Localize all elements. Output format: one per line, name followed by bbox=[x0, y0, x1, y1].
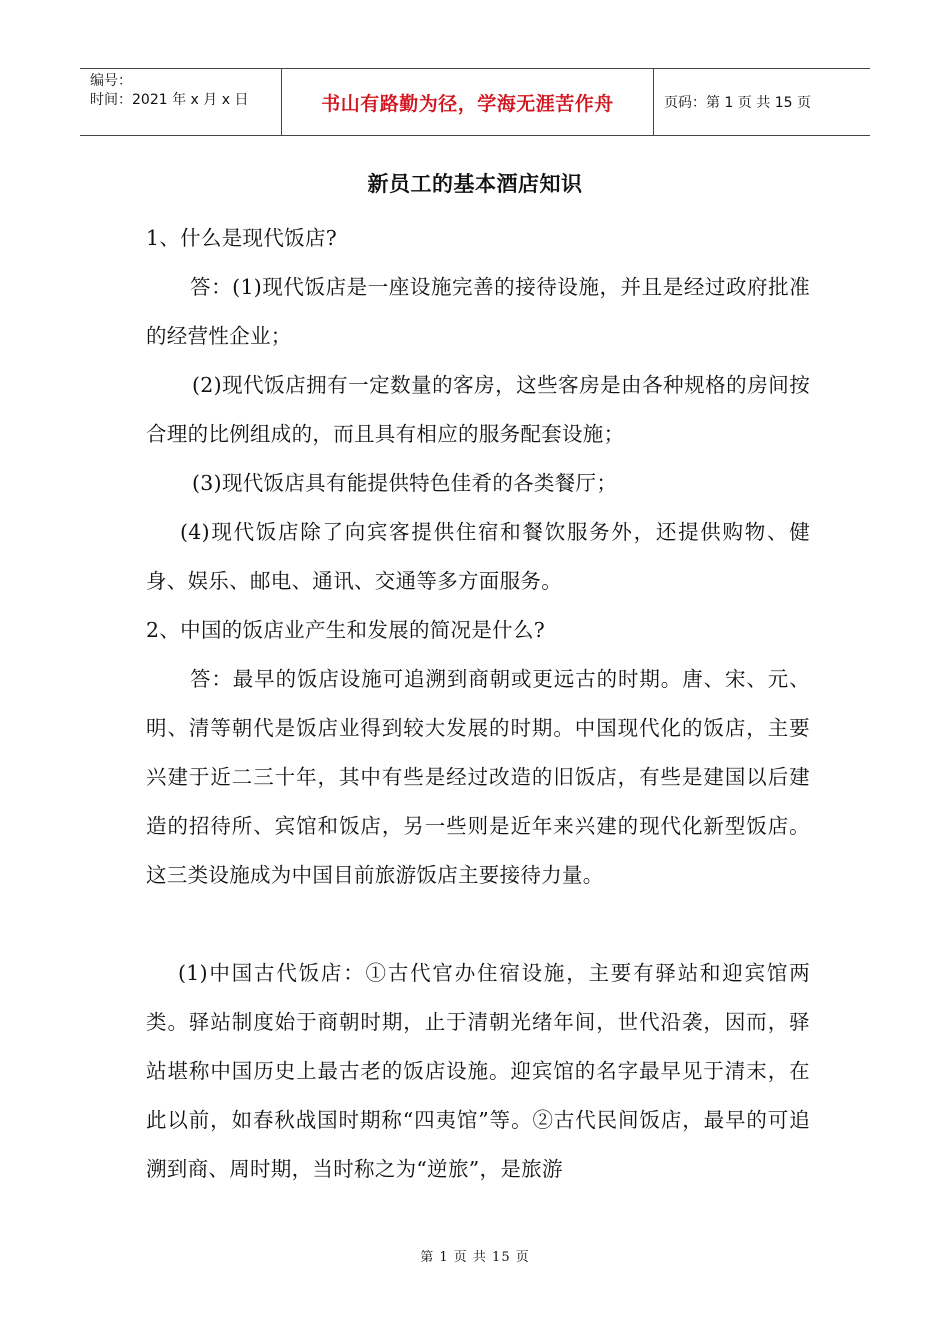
answer-1-item-3: (3)现代饭店具有能提供特色佳肴的各类餐厅； bbox=[192, 471, 618, 495]
page-footer: 第 1 页 共 15 页 bbox=[420, 1250, 530, 1265]
header-page-info: 页码：第 1 页 共 15 页 bbox=[664, 95, 811, 111]
question-1: 1、什么是现代饭店? bbox=[146, 226, 338, 250]
answer-2: 答：最早的饭店设施可追溯到商朝或更远古的时期。唐、宋、元、明、清等朝代是饭店业得到较大发展的时期。中国现代化的饭店，主要兴建于近二三十年，其中有些是经过改造的旧饭店，有些是建国以后建造的招待所、宾馆和饭店，另一些则是近年来兴建的现代化新型饭店。这三类设施成为中国目前旅游饭店主要接待力量。 bbox=[146, 667, 810, 887]
date-label: 时间：2021 年 x 月 x 日 bbox=[90, 92, 249, 108]
answer-1-item-1: 答：(1)现代饭店是一座设施完善的接待设施，并且是经过政府批准的经营性企业； bbox=[146, 275, 810, 348]
question-2: 2、中国的饭店业产生和发展的简况是什么? bbox=[146, 618, 546, 642]
document-title: 新员工的基本酒店知识 bbox=[367, 172, 583, 196]
document-body bbox=[146, 214, 810, 1194]
header-meta bbox=[80, 69, 282, 135]
serial-label: 编号： bbox=[90, 73, 132, 89]
answer-1-item-4: (4)现代饭店除了向宾客提供住宿和餐饮服务外，还提供购物、健身、娱乐、邮电、通讯、交通等多方面服务。 bbox=[146, 520, 810, 593]
header-motto: 书山有路勤为径，学海无涯苦作舟 bbox=[282, 69, 654, 135]
paragraph-spacer bbox=[146, 900, 810, 949]
answer-2-item-1: (1)中国古代饭店：①古代官办住宿设施，主要有驿站和迎宾馆两类。驿站制度始于商朝时期，止于清朝光绪年间，世代沿袭，因而，驿站堪称中国历史上最古老的饭店设施。迎宾馆的名字最早见于清末，在此以前，如春秋战国时期称“四夷馆”等。②古代民间饭店，最早的可追溯到商、周时期，当时称之为“逆旅”，是旅游 bbox=[146, 961, 810, 1181]
answer-1-item-2: (2)现代饭店拥有一定数量的客房，这些客房是由各种规格的房间按合理的比例组成的，而且具有相应的服务配套设施； bbox=[146, 373, 810, 446]
page-header bbox=[80, 68, 870, 136]
